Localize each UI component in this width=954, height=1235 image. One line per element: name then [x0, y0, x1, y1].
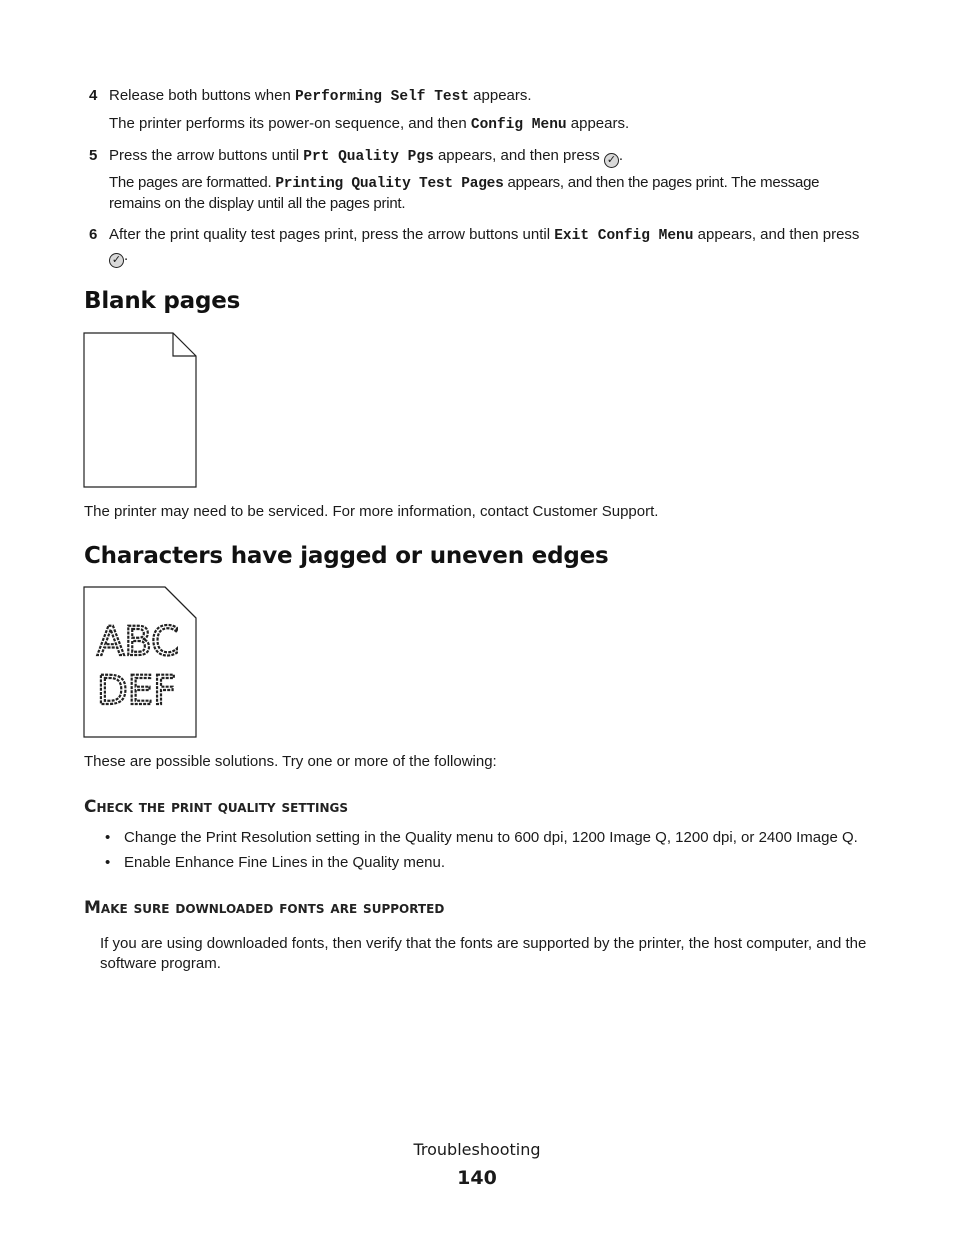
print-quality-bullets — [105, 828, 885, 878]
step-number: 6 — [89, 226, 98, 243]
page-number: 140 — [457, 1167, 497, 1189]
blank-pages-description: The printer may need to be serviced. For more information, contact Customer Support. — [84, 503, 659, 520]
subheading-check-print-quality: Check the print quality settings — [84, 797, 348, 817]
blank-page-icon — [83, 332, 198, 489]
downloaded-fonts-description: If you are using downloaded fonts, then verify that the fonts are supported by the printer, the host computer, and the software program. — [100, 935, 867, 972]
step-4-instruction: Release both buttons when Performing Self Test appears. — [109, 87, 532, 105]
sample-text-def: DEF — [97, 668, 177, 714]
display-message: Printing Quality Test Pages — [275, 176, 504, 192]
section-heading-blank-pages: Blank pages — [84, 288, 241, 314]
select-button-icon: ✓ — [109, 253, 124, 268]
step-number: 4 — [89, 87, 98, 104]
display-message: Prt Quality Pgs — [303, 149, 434, 165]
jagged-characters-sample-icon — [83, 586, 198, 739]
display-message: Performing Self Test — [294, 89, 469, 105]
step-5-instruction: Press the arrow buttons until Prt Quality Pgs appears, and then press ✓ . — [109, 147, 624, 166]
list-item: • Enable Enhance Fine Lines in the Quality menu. — [105, 853, 885, 873]
select-button-icon: ✓ — [604, 153, 619, 168]
step-5-detail: The pages are formatted. Printing Quality Test Pages appears, and then the pages print. The message remains on the display until all the pages print. — [109, 174, 820, 212]
display-message: Exit Config Menu — [554, 228, 694, 244]
step-6-instruction: After the print quality test pages print, press the arrow buttons until Exit Config Menu appears, and then press ✓ . — [109, 226, 860, 266]
sample-text-abc: ABC — [97, 619, 180, 665]
step-4-detail: The printer performs its power-on sequence, and then Config Menu appears. — [109, 115, 630, 133]
footer-section-name: Troubleshooting — [413, 1140, 541, 1159]
subheading-downloaded-fonts: Make sure downloaded fonts are supported — [84, 898, 445, 918]
solutions-intro: These are possible solutions. Try one or more of the following: — [84, 753, 497, 770]
list-item: • Change the Print Resolution setting in the Quality menu to 600 dpi, 1200 Image Q, 1200 dpi, or 2400 Image Q. — [105, 828, 885, 848]
step-number: 5 — [89, 147, 98, 164]
display-message: Config Menu — [470, 117, 567, 133]
section-heading-jagged-characters: Characters have jagged or uneven edges — [84, 543, 609, 569]
